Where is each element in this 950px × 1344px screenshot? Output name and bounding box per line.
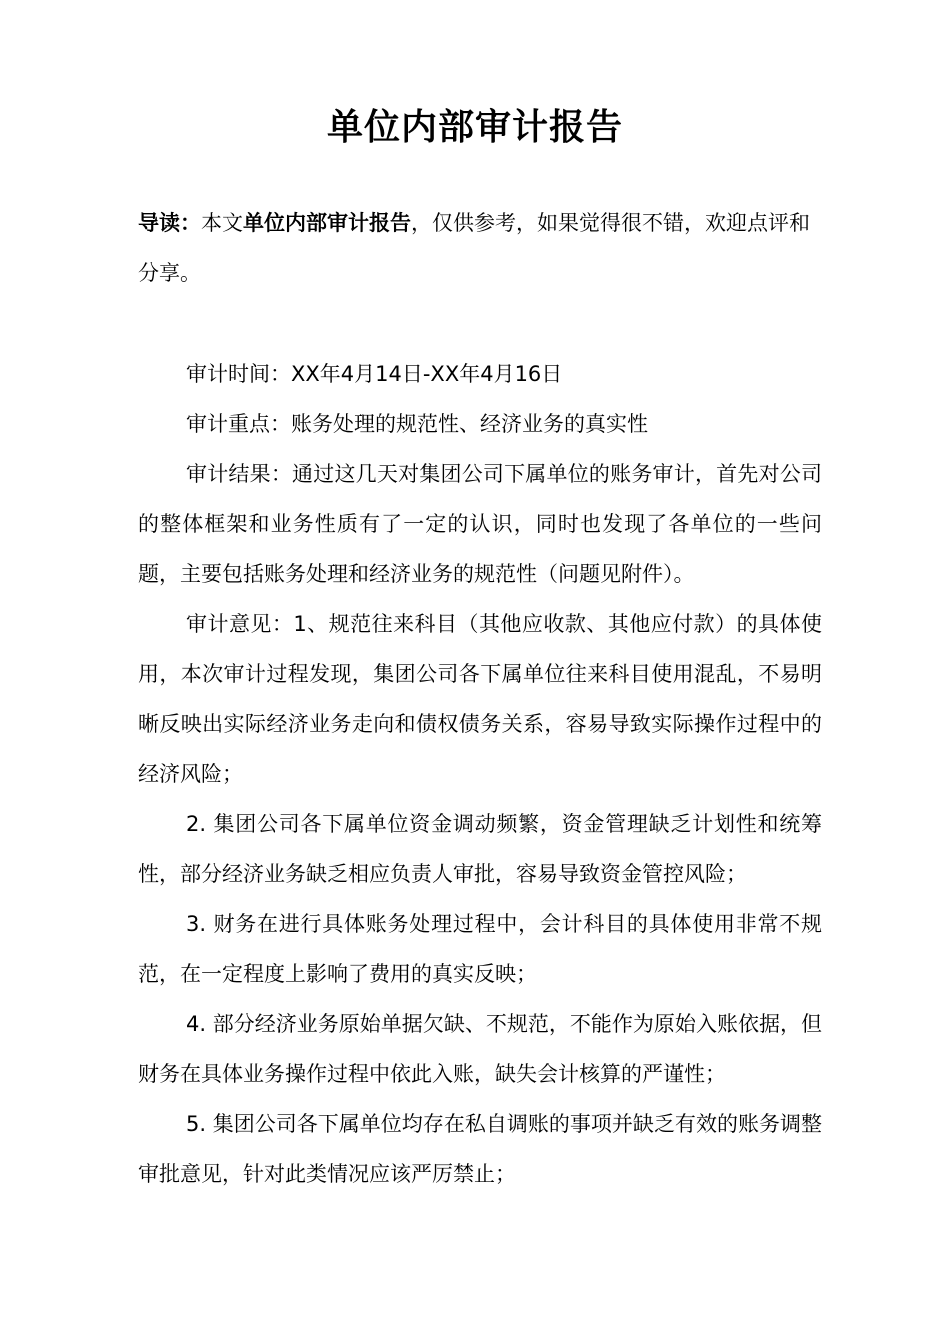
audit-result-paragraph: 审计结果：通过这几天对集团公司下属单位的账务审计，首先对公司的整体框架和业务性质有了一定的认识，同时也发现了各单位的一些问题，主要包括账务处理和经济业务的规范性（问题见附件）。 [138,462,822,586]
audit-opinion-paragraph: 审计意见：1、规范往来科目（其他应收款、其他应付款）的具体使用，本次审计过程发现，集团公司各下属单位往来科目使用混乱，不易明晰反映出实际经济业务走向和债权债务关系，容易导致实际操作过程中的经济风险； [138,612,822,786]
intro-label: 导读： [138,211,201,235]
opinion-item-2: 2. 集团公司各下属单位资金调动频繁，资金管理缺乏计划性和统筹性，部分经济业务缺乏相应负责人审批，容易导致资金管控风险； [138,812,822,886]
audit-time-paragraph: 审计时间：XX年4月14日-XX年4月16日 [186,362,563,386]
opinion-item-4: 4. 部分经济业务原始单据欠缺、不规范，不能作为原始入账依据，但财务在具体业务操作过程中依此入账，缺失会计核算的严谨性； [138,1012,822,1086]
audit-focus-paragraph: 审计重点：账务处理的规范性、经济业务的真实性 [186,412,648,436]
opinion-item-5: 5. 集团公司各下属单位均存在私自调账的事项并缺乏有效的账务调整审批意见，针对此类情况应该严厉禁止； [138,1112,822,1186]
opinion-item-3: 3. 财务在进行具体账务处理过程中，会计科目的具体使用非常不规范，在一定程度上影响了费用的真实反映； [138,912,822,986]
report-body [138,349,822,1199]
intro-pre: 本文 [201,211,243,235]
document-title: 单位内部审计报告 [326,107,623,148]
intro-paragraph [138,198,822,298]
intro-post: ，仅供参考，如果觉得很不错，欢迎点评和分享。 [138,211,810,285]
intro-bold-title: 单位内部审计报告 [243,211,411,235]
